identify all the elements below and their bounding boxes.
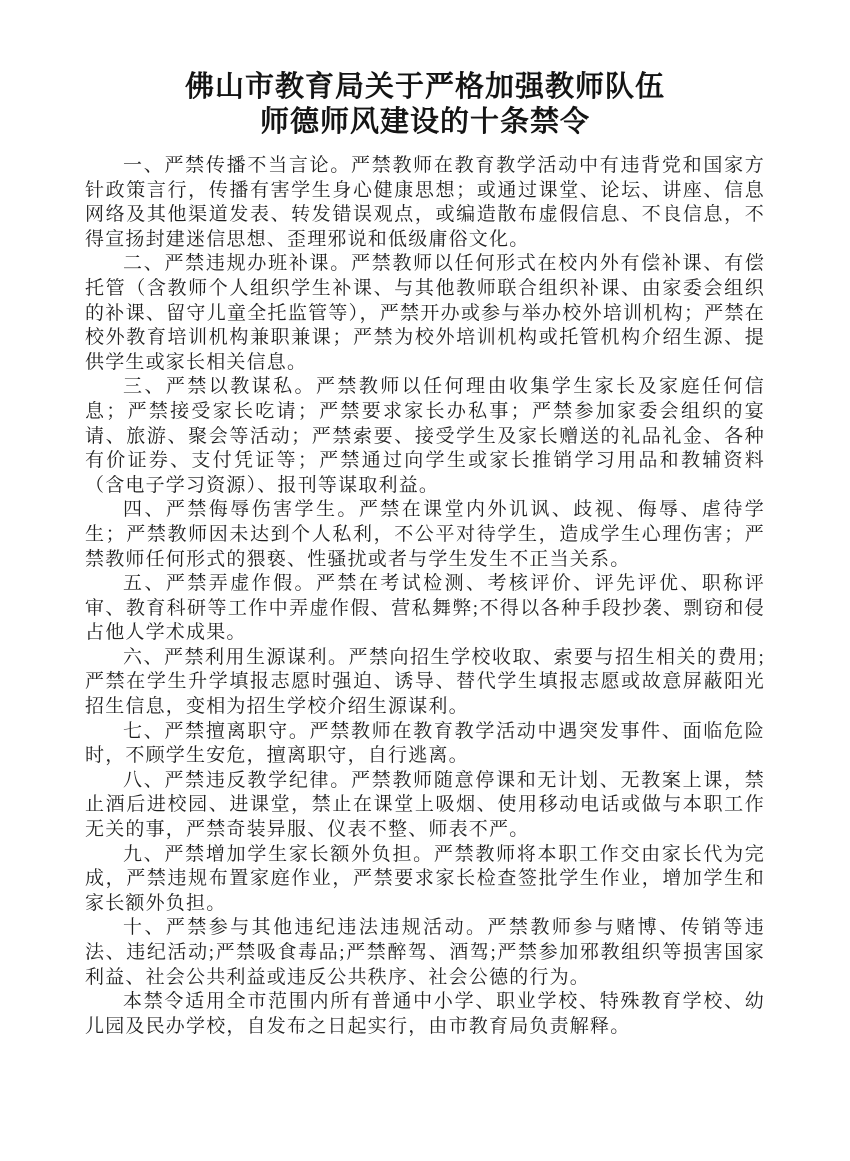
document-title xyxy=(85,70,765,140)
prohibition-4: 四、严禁侮辱伤害学生。严禁在课堂内外讥讽、歧视、侮辱、虐待学生；严禁教师因未达到个人私利，不公平对待学生，造成学生心理伤害；严禁教师任何形式的猥亵、性骚扰或者与学生发生不正当关系。 xyxy=(85,499,765,570)
title-line-2: 师德师风建设的十条禁令 xyxy=(259,106,590,138)
prohibition-10: 十、严禁参与其他违纪违法违规活动。严禁教师参与赌博、传销等违法、违纪活动;严禁吸食毒品;严禁醉驾、酒驾;严禁参加邪教组织等损害国家利益、社会公共利益或违反公共秩序、社会公德的行为。 xyxy=(85,917,765,988)
document-body xyxy=(85,154,765,1039)
closing-scope-paragraph: 本禁令适用全市范围内所有普通中小学、职业学校、特殊教育学校、幼儿园及民办学校，自发布之日起实行，由市教育局负责解释。 xyxy=(85,991,765,1037)
prohibition-6: 六、严禁利用生源谋利。严禁向招生学校收取、索要与招生相关的费用;严禁在学生升学填报志愿时强迫、诱导、替代学生填报志愿或故意屏蔽阳光招生信息，变相为招生学校介绍生源谋利。 xyxy=(85,646,765,718)
prohibition-2: 二、严禁违规办班补课。严禁教师以任何形式在校内外有偿补课、有偿托管（含教师个人组织学生补课、与其他教师联合组织补课、由家委会组织的补课、留守儿童全托监管等），严禁开办或参与举办校外培训机构；严禁在校外教育培训机构兼职兼课；严禁为校外培训机构或托管机构介绍生源、提供学生或家长相关信息。 xyxy=(85,253,765,373)
prohibition-5: 五、严禁弄虚作假。严禁在考试检测、考核评价、评先评优、职称评审、教育科研等工作中弄虚作假、营私舞弊;不得以各种手段抄袭、剽窃和侵占他人学术成果。 xyxy=(85,573,765,644)
prohibition-9: 九、严禁增加学生家长额外负担。严禁教师将本职工作交由家长代为完成，严禁违规布置家庭作业，严禁要求家长检查签批学生作业，增加学生和家长额外负担。 xyxy=(85,843,765,914)
prohibition-8: 八、严禁违反教学纪律。严禁教师随意停课和无计划、无教案上课，禁止酒后进校园、进课堂，禁止在课堂上吸烟、使用移动电话或做与本职工作无关的事，严禁奇装异服、仪表不整、师表不严。 xyxy=(85,769,765,841)
prohibition-3: 三、严禁以教谋私。严禁教师以任何理由收集学生家长及家庭任何信息；严禁接受家长吃请；严禁要求家长办私事；严禁参加家委会组织的宴请、旅游、聚会等活动；严禁索要、接受学生及家长赠送的礼品礼金、各种有价证券、支付凭证等；严禁通过向学生或家长推销学习用品和教辅资料（含电子学习资源）、报刊等谋取利益。 xyxy=(85,376,765,496)
prohibition-7: 七、严禁擅离职守。严禁教师在教育教学活动中遇突发事件、面临危险时，不顾学生安危，擅离职守，自行逃离。 xyxy=(85,720,765,767)
document-content xyxy=(85,70,765,1039)
title-line-1: 佛山市教育局关于严格加强教师队伍 xyxy=(184,71,665,103)
prohibition-1: 一、严禁传播不当言论。严禁教师在教育教学活动中有违背党和国家方针政策言行，传播有害学生身心健康思想；或通过课堂、论坛、讲座、信息网络及其他渠道发表、转发错误观点，或编造散布虚假信息、不良信息，不得宣扬封建迷信思想、歪理邪说和低级庸俗文化。 xyxy=(85,155,765,250)
